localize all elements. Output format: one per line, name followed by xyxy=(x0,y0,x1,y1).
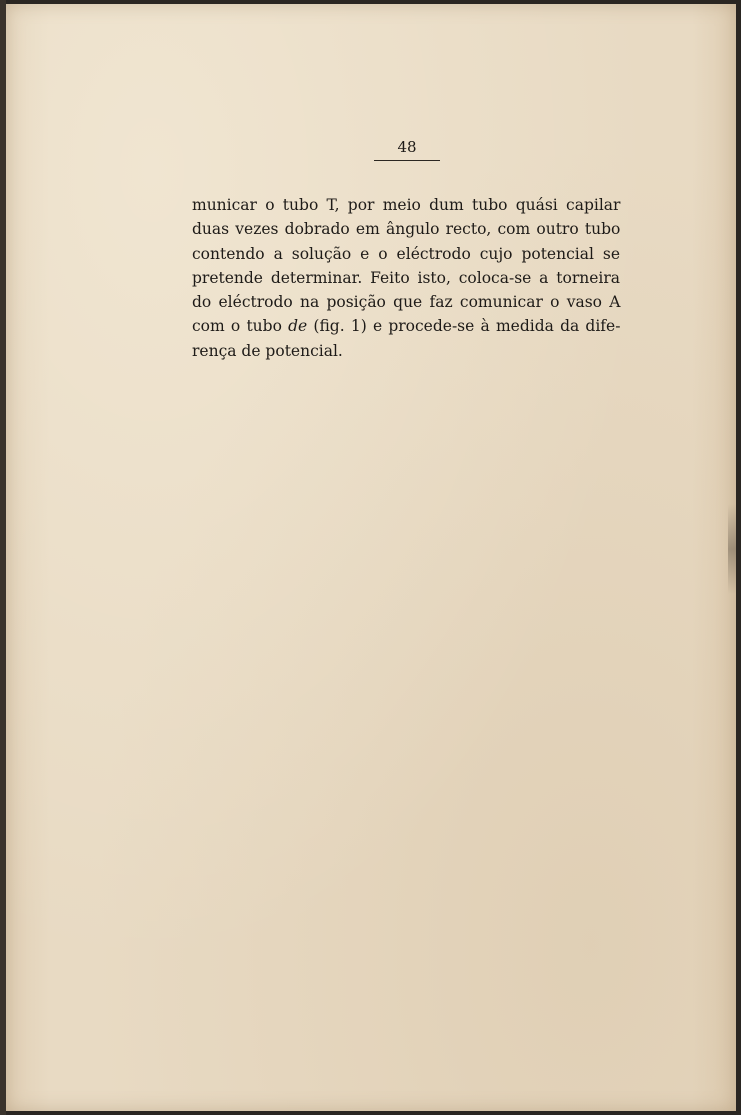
text-line-6-end: (fig. 1) e procede-se à medida da dife- xyxy=(307,317,621,336)
page-number: 48 xyxy=(374,138,440,161)
body-paragraph xyxy=(192,193,620,363)
text-line-3: contendo a solução e o eléctrodo cujo potencial se xyxy=(192,244,620,263)
text-line-7: rença de potencial. xyxy=(192,341,343,360)
text-line-5: do eléctrodo na posição que faz comunicar o vaso A xyxy=(192,293,621,312)
text-line-6-italic: de xyxy=(288,317,308,336)
text-line-2: duas vezes dobrado em ângulo recto, com outro tubo xyxy=(192,220,621,239)
text-line-1: municar o tubo T, por meio dum tubo quási capilar xyxy=(192,196,621,214)
text-line-6 xyxy=(192,314,620,338)
text-line-6-start: com o tubo xyxy=(192,317,289,336)
text-line-4: pretende determinar. Feito isto, coloca-se a torneira xyxy=(192,268,620,287)
edge-stamp-mark xyxy=(728,504,736,594)
book-page xyxy=(6,4,736,1111)
